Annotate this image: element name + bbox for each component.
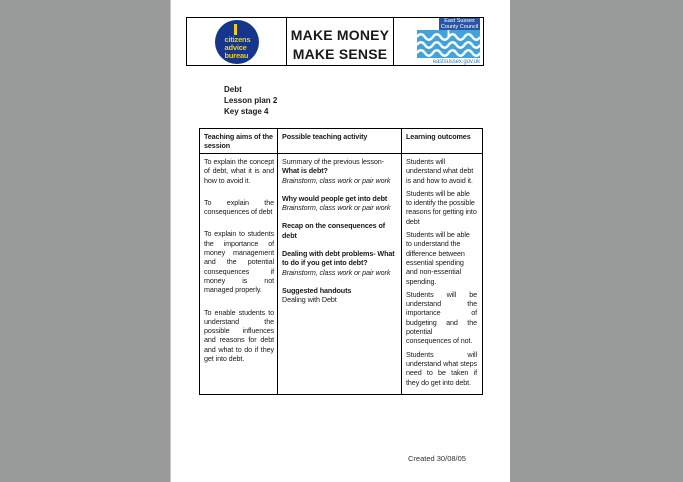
outcome-paragraph: Students will understand what steps need to be taken if they do get into debt. [406, 349, 477, 387]
activity-line: Brainstorm, class work or pair work [282, 267, 391, 277]
waves-icon [417, 30, 480, 58]
teaching-aims-cell [200, 154, 278, 394]
council-name-box [439, 18, 480, 30]
created-date: Created 30/08/05 [408, 454, 466, 463]
table-body-row [200, 154, 482, 394]
activity-block [282, 194, 398, 213]
document-page [170, 0, 510, 482]
activity-line: Why would people get into debt [282, 193, 388, 203]
make-money-title [287, 18, 394, 65]
header-logo-table [186, 17, 484, 66]
activity-line: Summary of the previous lesson- [282, 157, 384, 166]
learning-outcomes-cell [402, 154, 480, 394]
cab-logo-cell [187, 18, 287, 65]
council-name-line1: East Sussex [444, 18, 475, 24]
cab-logo-line3: bureau [224, 50, 249, 60]
teaching-activity-cell [278, 154, 402, 394]
council-name-line2: County Council [440, 23, 479, 30]
outcome-paragraph: Students will be able to identify the possible reasons for getting into debt [406, 188, 477, 226]
council-logo-cell [394, 18, 483, 65]
activity-line: Brainstorm, class work or pair work [282, 175, 391, 185]
cab-logo-text [225, 36, 251, 60]
table-header-row [200, 129, 482, 154]
activity-line: What is debt? [282, 166, 328, 176]
aim-paragraph: To explain the concept of debt, what it is and how to avoid it. [204, 157, 274, 185]
activity-block [282, 221, 398, 240]
header-teaching-activity: Possible teaching activity [278, 129, 402, 153]
cab-logo-bar [234, 24, 237, 35]
make-money-title-line2: MAKE SENSE [292, 46, 388, 62]
aim-paragraph: To enable students to understand the possible influences and reasons for debt and what to do if they get into debt. [204, 307, 274, 364]
activity-line: Suggested handouts [282, 285, 352, 295]
cab-logo-line2: advice [224, 42, 247, 52]
outcome-paragraph: Students will be understand the importance of budgeting and the potential consequences of not. [406, 289, 477, 346]
activity-line: Brainstorm, class work or pair work [282, 203, 391, 213]
lesson-plan-table [199, 128, 483, 395]
activity-line: Dealing with Debt [282, 295, 337, 305]
activity-line: Recap on the consequences of debt [282, 221, 386, 240]
doc-title-lesson: Lesson plan 2 [224, 96, 278, 105]
council-url: eastsussex.gov.uk [432, 59, 480, 65]
activity-block [282, 286, 398, 305]
aim-paragraph: To explain to students the importance of money management and the potential consequences if money is not managed properly. [204, 229, 274, 295]
activity-block [282, 157, 398, 185]
header-learning-outcomes: Learning outcomes [406, 132, 471, 141]
header-teaching-aims: Teaching aims of the session [200, 129, 278, 153]
doc-title-keystage: Key stage 4 [224, 107, 269, 116]
make-money-title-line1: MAKE MONEY [290, 27, 390, 43]
doc-title-subject: Debt [224, 85, 242, 94]
outcome-paragraph: Students will be able to understand the difference between essential spending and non-essential spending. [406, 230, 470, 286]
document-title [224, 84, 277, 117]
outcome-paragraph: Students will understand what debt is and how to avoid it. [406, 157, 474, 185]
activity-line: Dealing with debt problems- What to do if you get into debt? [282, 249, 395, 268]
citizens-advice-bureau-logo-icon [215, 20, 259, 64]
activity-block [282, 249, 398, 277]
aim-paragraph: To explain the consequences of debt [204, 197, 274, 217]
cab-logo-line1: citizens [224, 34, 251, 44]
